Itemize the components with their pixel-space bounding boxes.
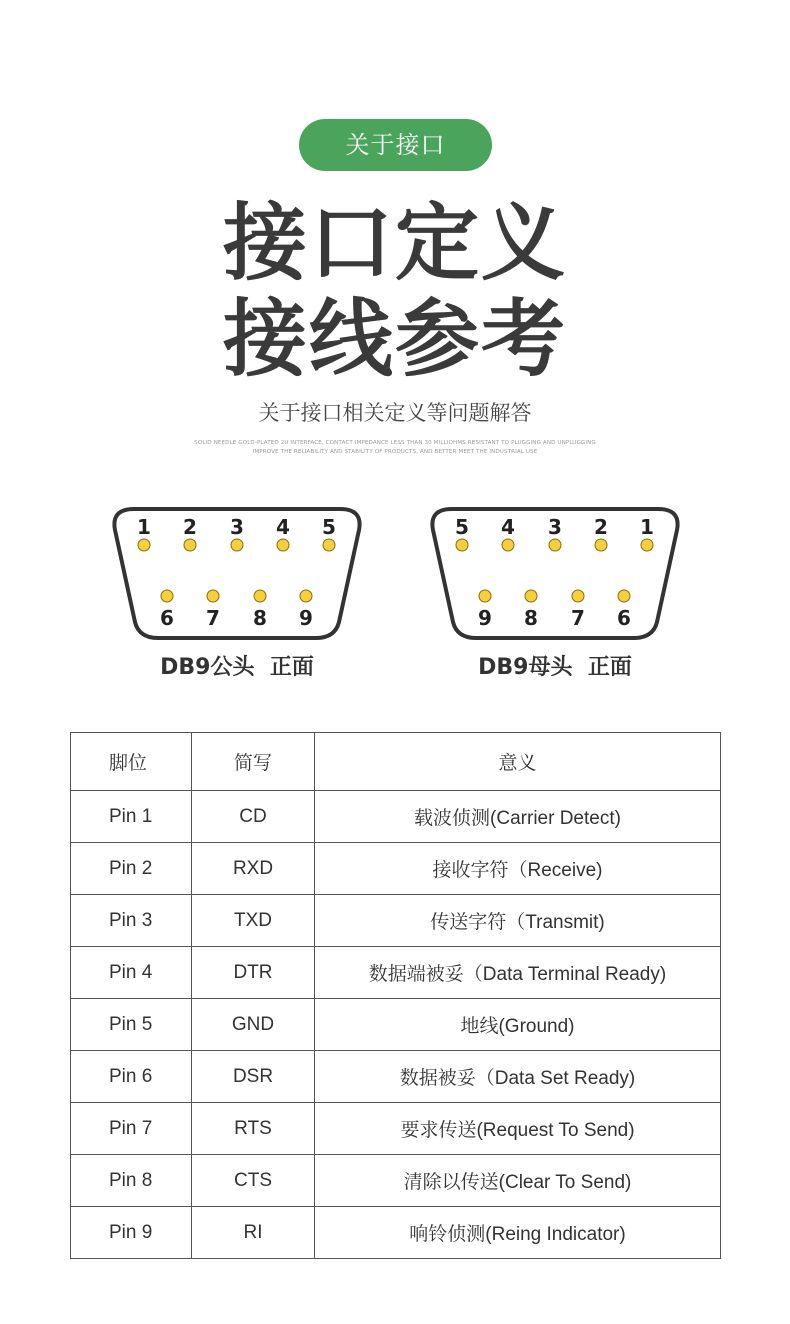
cell-abbreviation: RTS (192, 1103, 315, 1155)
cell-pin: Pin 6 (71, 1051, 192, 1103)
pin-number-label: 5 (322, 515, 336, 539)
fineprint-line2: IMPROVE THE RELIABILITY AND STABILITY OF PRODUCTS, AND BETTER MEET THE INDUSTRIAL USE (252, 449, 538, 455)
table-header-row (71, 733, 721, 791)
cell-pin: Pin 8 (71, 1155, 192, 1207)
cell-pin: Pin 4 (71, 947, 192, 999)
pin-contact (161, 590, 173, 602)
header-meaning: 意义 (315, 733, 721, 791)
pin-number-label: 7 (206, 606, 220, 630)
cell-meaning: 响铃侦测(Reing Indicator) (315, 1207, 721, 1259)
cell-pin: Pin 2 (71, 843, 192, 895)
table-row (71, 947, 721, 999)
pin-number-label: 7 (571, 606, 585, 630)
pin-contact (207, 590, 219, 602)
pin-number-label: 8 (253, 606, 267, 630)
pin-contact (618, 590, 630, 602)
db9-male-connector-diagram (108, 500, 366, 646)
cell-abbreviation: CTS (192, 1155, 315, 1207)
pin-number-label: 4 (276, 515, 290, 539)
cell-meaning: 地线(Ground) (315, 999, 721, 1051)
table-row (71, 1155, 721, 1207)
pin-contact (456, 539, 468, 551)
pin-contact (277, 539, 289, 551)
pin-contact (572, 590, 584, 602)
pin-number-label: 2 (183, 515, 197, 539)
pin-contact (323, 539, 335, 551)
table-row (71, 1051, 721, 1103)
cell-meaning: 要求传送(Request To Send) (315, 1103, 721, 1155)
cell-abbreviation: RXD (192, 843, 315, 895)
pin-number-label: 1 (640, 515, 654, 539)
header-pin: 脚位 (71, 733, 192, 791)
db9-female-connector-diagram (426, 500, 684, 646)
cell-abbreviation: TXD (192, 895, 315, 947)
table-row (71, 999, 721, 1051)
pin-contact (595, 539, 607, 551)
pin-contact (231, 539, 243, 551)
pin-number-label: 3 (230, 515, 244, 539)
pin-number-label: 5 (455, 515, 469, 539)
pin-number-label: 9 (299, 606, 313, 630)
cell-abbreviation: CD (192, 791, 315, 843)
table-row (71, 791, 721, 843)
cell-pin: Pin 5 (71, 999, 192, 1051)
table-row (71, 895, 721, 947)
cell-pin: Pin 9 (71, 1207, 192, 1259)
db9-male-label: DB9公头 正面 (160, 655, 314, 680)
db9-female-label: DB9母头 正面 (478, 655, 632, 680)
pin-contact (641, 539, 653, 551)
pin-number-label: 1 (137, 515, 151, 539)
pin-definition-table (70, 732, 721, 1259)
fineprint-line1: SOLID NEEDLE GOLD-PLATED 2U INTERFACE, CONTACT IMPEDANCE LESS THAN 30 MILLIOHMS RESISTANT TO PLUGGING AND UNPLUGGING (194, 440, 596, 446)
cell-abbreviation: RI (192, 1207, 315, 1259)
pin-number-label: 8 (524, 606, 538, 630)
pin-contact (184, 539, 196, 551)
page-subtitle: 关于接口相关定义等问题解答 (258, 401, 532, 425)
table-row (71, 1207, 721, 1259)
cell-abbreviation: GND (192, 999, 315, 1051)
pin-contact (479, 590, 491, 602)
section-badge: 关于接口 (299, 119, 492, 171)
pin-contact (549, 539, 561, 551)
cell-meaning: 数据端被妥（Data Terminal Ready) (315, 947, 721, 999)
pin-number-label: 4 (501, 515, 515, 539)
cell-meaning: 数据被妥（Data Set Ready) (315, 1051, 721, 1103)
cell-pin: Pin 7 (71, 1103, 192, 1155)
table-row (71, 843, 721, 895)
table-row (71, 1103, 721, 1155)
cell-abbreviation: DTR (192, 947, 315, 999)
cell-pin: Pin 3 (71, 895, 192, 947)
pin-number-label: 2 (594, 515, 608, 539)
pin-number-label: 6 (617, 606, 631, 630)
pin-contact (502, 539, 514, 551)
pin-number-label: 9 (478, 606, 492, 630)
header-abbreviation: 简写 (192, 733, 315, 791)
cell-meaning: 载波侦测(Carrier Detect) (315, 791, 721, 843)
cell-meaning: 接收字符（Receive) (315, 843, 721, 895)
pin-number-label: 6 (160, 606, 174, 630)
cell-meaning: 传送字符（Transmit) (315, 895, 721, 947)
page-title-line1: 接口定义 (222, 194, 567, 292)
cell-abbreviation: DSR (192, 1051, 315, 1103)
pin-number-label: 3 (548, 515, 562, 539)
pin-contact (254, 590, 266, 602)
cell-meaning: 清除以传送(Clear To Send) (315, 1155, 721, 1207)
pin-contact (525, 590, 537, 602)
pin-contact (300, 590, 312, 602)
cell-pin: Pin 1 (71, 791, 192, 843)
page-title-line2: 接线参考 (222, 290, 567, 388)
pin-contact (138, 539, 150, 551)
